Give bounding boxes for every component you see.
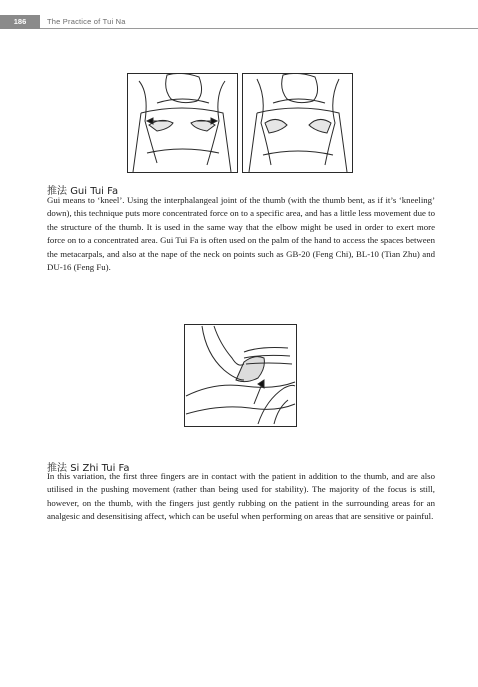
illustration-back-push bbox=[127, 73, 353, 173]
heading-chinese: 推法 bbox=[47, 463, 67, 474]
running-title: The Practice of Tui Na bbox=[47, 17, 126, 26]
illustration-thumb-palm bbox=[184, 324, 297, 427]
heading-english: Gui Tui Fa bbox=[70, 186, 119, 197]
illustration-panel-left bbox=[128, 73, 238, 172]
header-rule bbox=[40, 28, 478, 29]
illustration-panel-right bbox=[243, 73, 353, 172]
running-header bbox=[0, 15, 478, 29]
heading-chinese: 推法 bbox=[47, 186, 67, 197]
paragraph-si-zhi-tui-fa: In this variation, the first three fingers are in contact with the patient in addition to the thumb, and are also utilised in the pushing movement (rather than being used for stability). The majority of the focus is still, however, on the thumb, with the fingers just gently rubbing on the patient in the surrounding areas for an analgesic and desensitising affect, which can be useful when performing on areas that are sensitive or painful. bbox=[47, 471, 435, 522]
paragraph-gui-tui-fa: Gui means to ‘kneel’. Using the interphalangeal joint of the thumb (with the thumb bent, as if it’s ‘kneeling’ down), this technique puts more concentrated force on to a specific area, and has a little less movement due to the structure of the thumb. It is used in the same way that the elbow might be used in order to exert more force on to a concentrated area. Gui Tui Fa is often used on the palm of the hand to access the spaces between the metacarpals, and also at the nape of the neck on points such as GB-20 (Feng Chi), BL-10 (Tian Zhu) and DU-16 (Feng Fu). bbox=[47, 195, 435, 273]
heading-english: Si Zhi Tui Fa bbox=[70, 463, 130, 474]
page-number: 186 bbox=[0, 15, 40, 29]
